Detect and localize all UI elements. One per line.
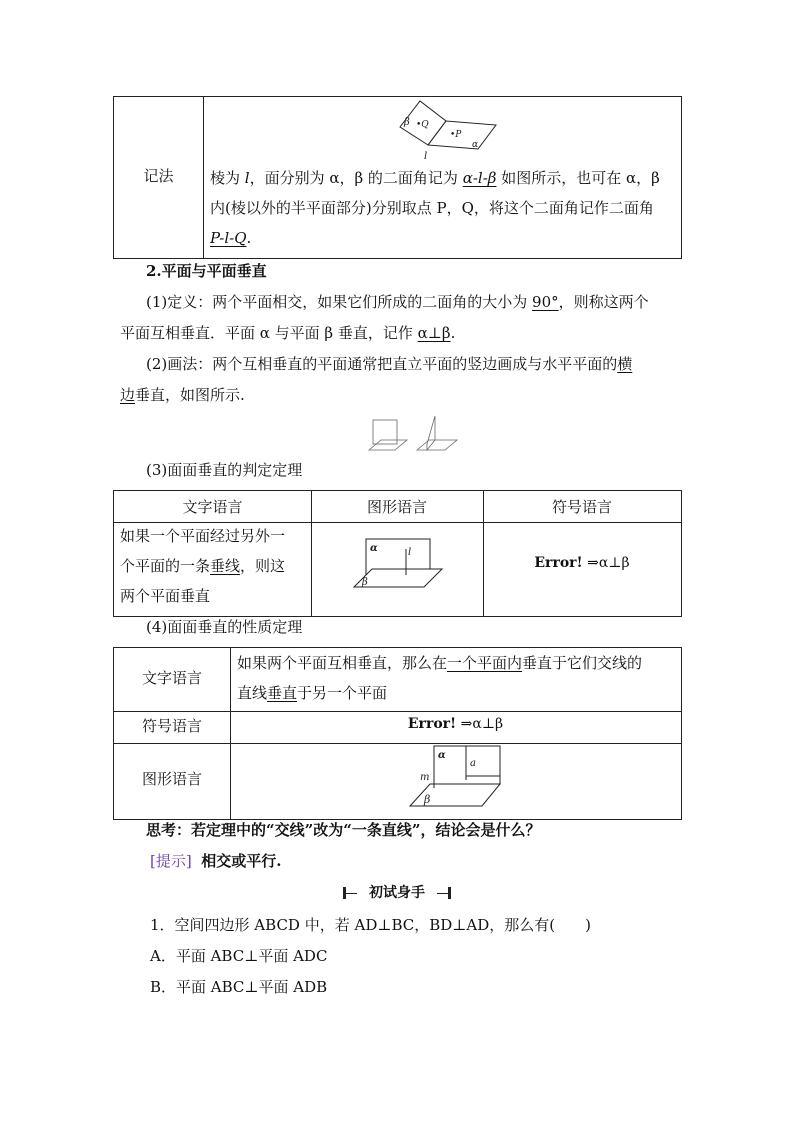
prop-symbol: Error! ⇒α⊥β — [407, 716, 504, 732]
property-theorem-table — [113, 647, 682, 820]
fig2-label-l: l — [408, 547, 412, 558]
notation-label: 记法 — [143, 167, 174, 185]
header-text-language: 文字语言 — [182, 498, 243, 516]
notation-table — [113, 96, 682, 259]
property-theorem-heading: (4)面面垂直的性质定理 — [146, 618, 303, 636]
fig3-label-a: a — [470, 758, 476, 769]
fig-label-beta: β — [404, 117, 410, 128]
fig2-label-beta: β — [362, 577, 368, 588]
fig-label-alpha: α — [472, 140, 479, 150]
notation-line-1: 棱为 l，面分别为 α，β 的二面角记为 α-l-β 如图所示，也可在 α，β — [210, 169, 660, 187]
judge-text: 如果一个平面经过另外一 个平面的一条垂线，则这 两个平面垂直 — [120, 527, 286, 605]
fig-label-l: l — [424, 151, 428, 162]
property-theorem-figure — [406, 744, 506, 810]
prop-text: 如果两个平面互相垂直，那么在一个平面内垂直于它们交线的 直线垂直于另一个平面 — [237, 654, 643, 702]
fig2-label-alpha: α — [370, 543, 378, 554]
prop-symbol-label: 符号语言 — [141, 717, 202, 735]
judge-theorem-heading: (3)面面垂直的判定定理 — [146, 461, 303, 479]
dihedral-angle-figure — [394, 99, 504, 163]
perpendicular-planes-figure — [365, 414, 461, 454]
option-a: A．平面 ABC⊥平面 ADC — [150, 947, 328, 965]
drawing-line-1: (2)画法：两个互相垂直的平面通常把直立平面的竖边画成与水平平面的横 — [146, 355, 633, 373]
notation-line-2: 内(棱以外的半平面部分)分别取点 P，Q，将这个二面角记作二面角 — [210, 199, 654, 217]
fig3-label-m: m — [420, 772, 430, 783]
fig-label-p: •P — [450, 130, 462, 140]
hint-line — [150, 846, 282, 876]
judge-theorem-table — [113, 490, 682, 617]
practice-banner — [343, 883, 451, 903]
hint-answer: 相交或平行. — [201, 852, 282, 870]
judge-symbol: Error! ⇒α⊥β — [534, 555, 630, 571]
think-question: 思考：若定理中的“交线”改为“一条直线”，结论会是什么？ — [146, 821, 541, 839]
fig3-label-beta: β — [424, 793, 431, 806]
definition-line-2: 平面互相垂直．平面 α 与平面 β 垂直，记作 α⊥β. — [120, 324, 456, 342]
header-symbol-language: 符号语言 — [551, 498, 612, 516]
judge-theorem-figure — [350, 535, 446, 593]
section-heading: 2.平面与平面垂直 — [146, 262, 267, 280]
notation-text — [210, 163, 680, 253]
practice-banner-label: 初试身手 — [357, 883, 437, 903]
hint-tag: [提示] — [150, 852, 192, 870]
question-1: 1．空间四边形 ABCD 中，若 AD⊥BC，BD⊥AD，那么有( ) — [150, 916, 591, 934]
header-figure-language: 图形语言 — [366, 498, 427, 516]
notation-p-l-q: P-l-Q — [210, 229, 247, 247]
prop-figure-label: 图形语言 — [141, 770, 202, 788]
notation-alpha-l-beta: α-l-β — [462, 169, 497, 187]
notation-label-cell — [114, 97, 204, 258]
fig3-label-alpha: α — [438, 750, 446, 761]
prop-text-label: 文字语言 — [141, 669, 202, 687]
option-b: B．平面 ABC⊥平面 ADB — [150, 978, 328, 996]
drawing-line-2: 边垂直，如图所示. — [120, 386, 245, 404]
definition-line-1: (1)定义：两个平面相交，如果它们所成的二面角的大小为 90°，则称这两个 — [146, 293, 649, 311]
fig-label-q: •Q — [416, 120, 429, 130]
notation-line-3: P-l-Q. — [210, 229, 252, 247]
